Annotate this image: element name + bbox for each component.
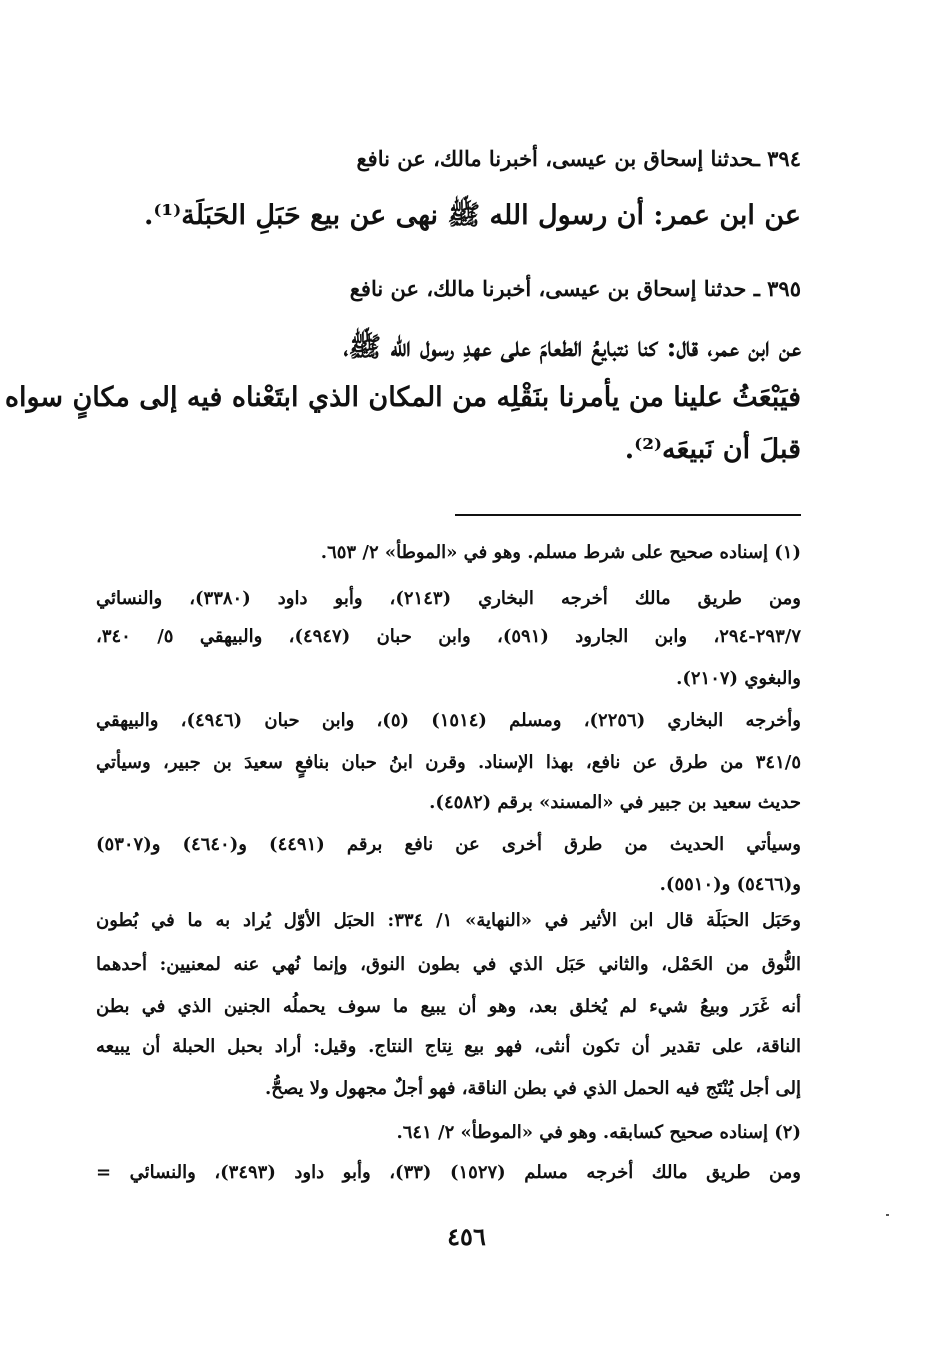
footnote-line: والبغوي (٢١٠٧). [676, 668, 801, 689]
footnote-line: حديث سعيد بن جبير في «المسند» برقم (٤٥٨٢). [429, 792, 801, 813]
footnote-divider [455, 514, 801, 516]
footnote-line: إلى أجل يُنْتَج فيه الحمل الذي في بطن الناقة، فهو أجلٌ مجهول ولا يصحُّ. [265, 1078, 801, 1099]
footnote-line: ومن طريق مالك أخرجه البخاري (٢١٤٣)، وأبو داود (٣٣٨٠)، والنسائي [96, 588, 801, 609]
hadith-394-isnad: ٣٩٤ ـحدثنا إسحاق بن عيسى، أخبرنا مالك، عن نافع [356, 146, 801, 171]
footnote-line: ٢٩٣/٧-٢٩٤، وابن الجارود (٥٩١)، وابن حبان (٤٩٤٧)، والبيهقي ٥/ ٣٤٠، [96, 626, 801, 647]
hadith-395-isnad: ٣٩٥ ـ حدثنا إسحاق بن عيسى، أخبرنا مالك، عن نافع [349, 276, 801, 301]
hadith-395-matn-line-3: قبلَ أن نَبيعَه⁽²⁾. [624, 434, 801, 465]
page-number: ٤٥٦ [447, 1222, 486, 1251]
footnote-line: ٣٤١/٥ من طرق عن نافع، بهذا الإسناد. وقرن ابنُ حبان بنافعٍ سعيدَ بن جبير، وسيأتي [96, 752, 801, 773]
hadith-394-matn: عن ابن عمر: أن رسول الله ﷺ نهى عن بيع حَبَلِ الحَبَلَة⁽¹⁾. [143, 200, 801, 231]
footnote-line: الناقة، على تقدير أن تكون أنثى، فهو بيع نِتاج النتاج. وقيل: أراد بحبل الحبلة أن يبيعه [96, 1036, 801, 1057]
footnote-line: ومن طريق مالك أخرجه مسلم (١٥٢٧) (٣٣)، وأبو داود (٣٤٩٣)، والنسائي = [96, 1162, 801, 1183]
hadith-395-matn-line-1: عن ابن عمر، قال: كنا نتبايعُ الطعامَ على عهدِ رسول الله ﷺ، [343, 332, 801, 363]
footnote-line: (٢) إسناده صحيح كسابقه. وهو في «الموطأ» ٢/ ٦٤١. [396, 1122, 801, 1143]
footnote-line: (١) إسناده صحيح على شرط مسلم. وهو في «الموطأ» ٢/ ٦٥٣. [320, 542, 801, 563]
footnote-line: و(٥٤٦٦) و(٥٥١٠). [659, 874, 801, 895]
footnote-line: وسيأتي الحديث من طرق أخرى عن نافع برقم (٤٤٩١) و(٤٦٤٠) و(٥٣٠٧) [96, 834, 801, 855]
hadith-395-matn-line-2: فيَبْعَثُ علينا من يأمرنا بنَقْلِه من المكان الذي ابتَعْناه فيه إلى مكانٍ سواه [4, 382, 801, 413]
footnote-line: النُّوق من الحَمْل، والثاني حَبَل الذي في بطون النوق، وإنما نُهي عنه لمعنيين: أحدهما [96, 954, 801, 975]
footnote-line: أنه غَرَر وبيعُ شيء لم يُخلق بعد، وهو أن يبيع ما سوف يحملُه الجنين الذي في بطن [96, 996, 801, 1017]
scan-speck [886, 1214, 889, 1216]
footnote-line: وحَبَل الحبَلَة قال ابن الأثير في «النهاية» ١/ ٣٣٤: الحبَل الأوّل يُراد به ما في بُطون [96, 910, 801, 931]
footnote-line: وأخرجه البخاري (٢٢٥٦)، ومسلم (١٥١٤) (٥)، وابن حبان (٤٩٤٦)، والبيهقي [96, 710, 801, 731]
